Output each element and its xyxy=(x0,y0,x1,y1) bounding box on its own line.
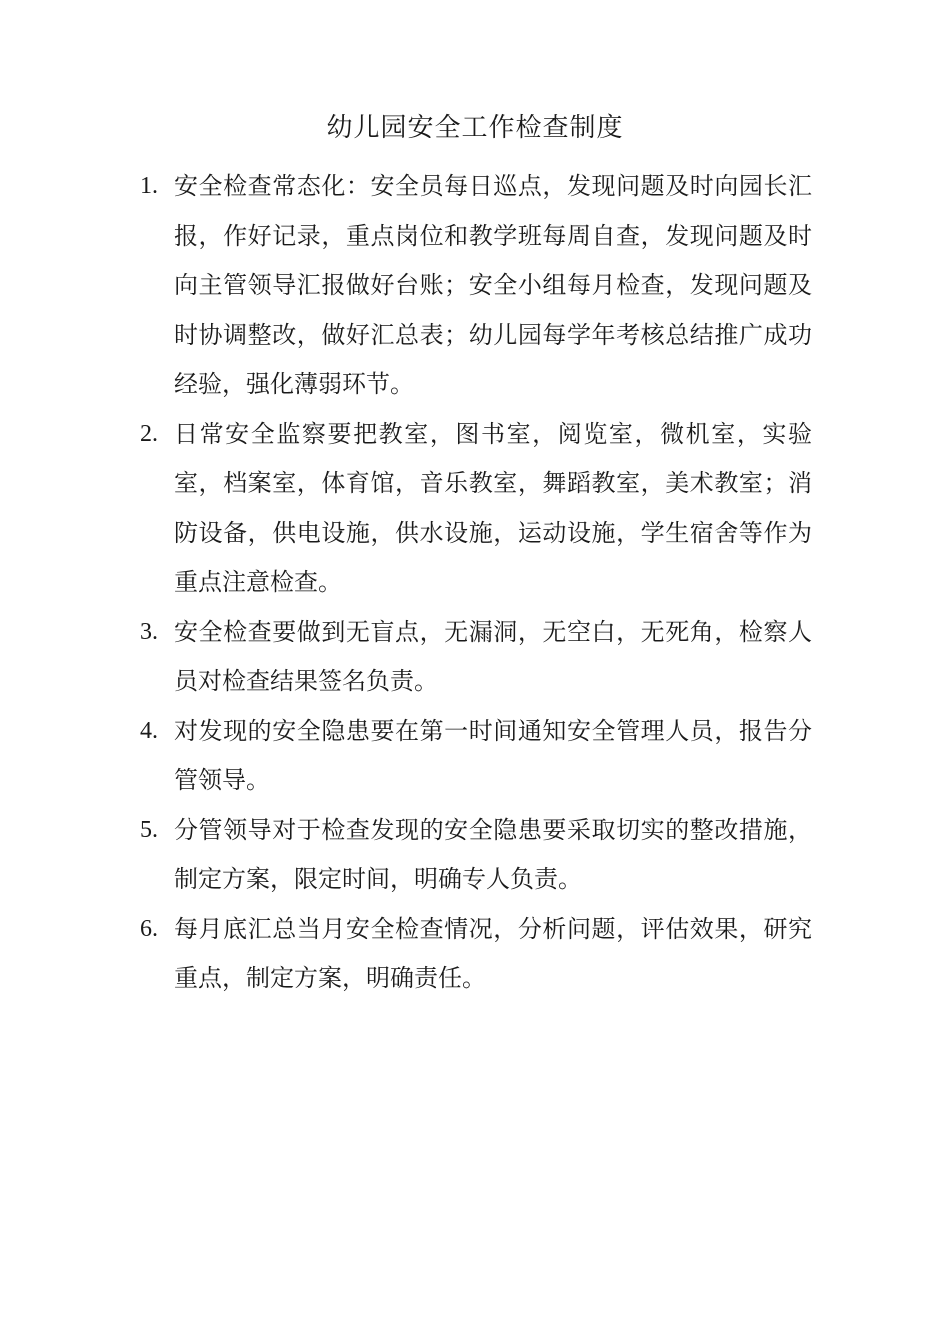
list-item-number: 3. xyxy=(140,618,158,645)
list-item xyxy=(140,410,812,608)
list-item-text: 日常安全监察要把教室，图书室，阅览室，微机室，实验室，档案室，体育馆，音乐教室，舞蹈教室，美术教室；消防设备，供电设施，供水设施，运动设施，学生宿舍等作为重点注意检查。 xyxy=(174,419,812,596)
list-item xyxy=(140,905,812,1004)
list-item xyxy=(140,707,812,806)
list-item-number: 2. xyxy=(140,420,158,447)
list-item xyxy=(140,608,812,707)
list-item xyxy=(140,806,812,905)
list-item xyxy=(140,162,812,410)
rules-list xyxy=(140,162,812,1004)
list-item-text: 安全检查要做到无盲点，无漏洞，无空白，无死角，检察人员对检查结果签名负责。 xyxy=(174,617,812,695)
list-item-number: 5. xyxy=(140,816,158,843)
list-item-text: 对发现的安全隐患要在第一时间通知安全管理人员，报告分管领导。 xyxy=(174,716,812,794)
list-item-number: 4. xyxy=(140,717,158,744)
list-item-text: 每月底汇总当月安全检查情况，分析问题，评估效果，研究重点，制定方案，明确责任。 xyxy=(174,914,812,992)
list-item-number: 1. xyxy=(140,173,158,199)
list-item-text: 安全检查常态化：安全员每日巡点，发现问题及时向园长汇报，作好记录，重点岗位和教学班每周自查，发现问题及时向主管领导汇报做好台账；安全小组每月检查，发现问题及时协调整改，做好汇总表；幼儿园每学年考核总结推广成功经验，强化薄弱环节。 xyxy=(174,172,812,398)
list-item-text: 分管领导对于检查发现的安全隐患要采取切实的整改措施，制定方案，限定时间，明确专人负责。 xyxy=(174,815,812,893)
page-title: 幼儿园安全工作检查制度 xyxy=(326,113,624,143)
list-item-number: 6. xyxy=(140,915,158,942)
